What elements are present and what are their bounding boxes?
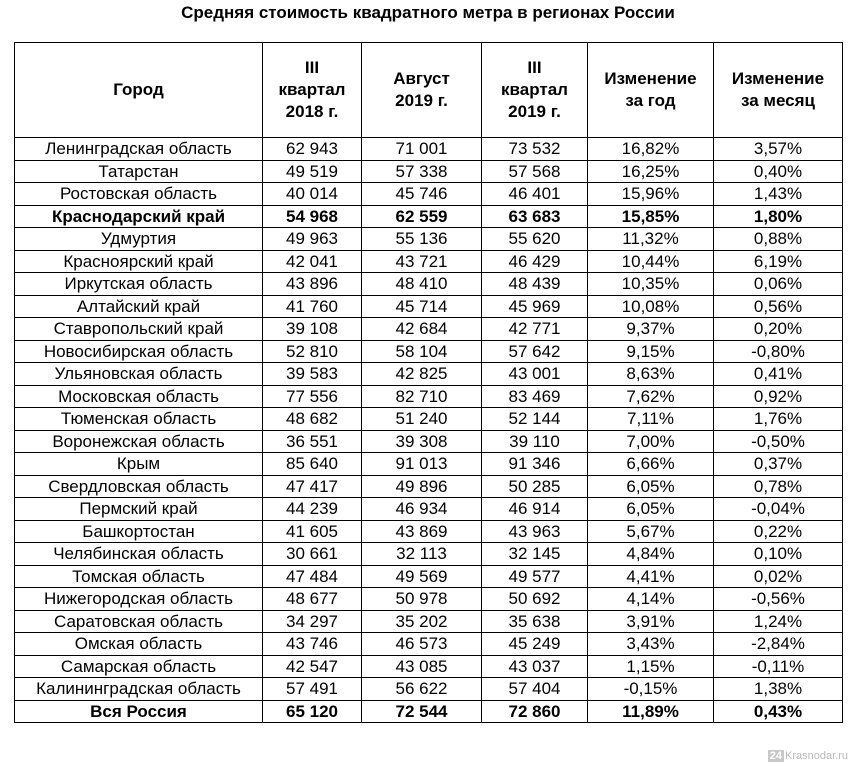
cell-q3-2019: 46 914 (482, 498, 588, 521)
cell-city: Саратовская область (15, 610, 263, 633)
cell-q3-2018: 39 583 (263, 363, 362, 386)
cell-change-year: 9,15% (588, 340, 714, 363)
cell-city: Воронежская область (15, 430, 263, 453)
cell-aug-2019: 49 896 (362, 475, 482, 498)
cell-q3-2018: 62 943 (263, 138, 362, 161)
cell-city: Московская область (15, 385, 263, 408)
cell-change-month: 0,56% (714, 295, 843, 318)
cell-change-month: 0,06% (714, 273, 843, 296)
cell-q3-2019: 57 642 (482, 340, 588, 363)
cell-change-year: 5,67% (588, 520, 714, 543)
cell-change-month: 0,40% (714, 160, 843, 183)
cell-aug-2019: 55 136 (362, 228, 482, 251)
table-row (15, 250, 843, 273)
cell-change-year: -0,15% (588, 678, 714, 701)
cell-aug-2019: 46 934 (362, 498, 482, 521)
cell-q3-2018: 42 547 (263, 655, 362, 678)
cell-change-month: -2,84% (714, 633, 843, 656)
cell-aug-2019: 45 714 (362, 295, 482, 318)
cell-q3-2018: 85 640 (263, 453, 362, 476)
watermark-badge: 24 (769, 750, 783, 762)
cell-q3-2018: 43 746 (263, 633, 362, 656)
cell-city: Красноярский край (15, 250, 263, 273)
cell-change-month: 0,78% (714, 475, 843, 498)
cell-change-year: 4,41% (588, 565, 714, 588)
cell-q3-2018: 44 239 (263, 498, 362, 521)
cell-change-month: 0,43% (714, 700, 843, 723)
cell-q3-2019: 35 638 (482, 610, 588, 633)
cell-city: Алтайский край (15, 295, 263, 318)
table-row (15, 588, 843, 611)
cell-q3-2019: 46 429 (482, 250, 588, 273)
price-table (14, 42, 843, 723)
cell-change-year: 3,43% (588, 633, 714, 656)
cell-q3-2019: 50 692 (482, 588, 588, 611)
cell-aug-2019: 43 085 (362, 655, 482, 678)
cell-q3-2018: 40 014 (263, 183, 362, 206)
cell-city: Самарская область (15, 655, 263, 678)
cell-change-month: 0,41% (714, 363, 843, 386)
cell-change-year: 3,91% (588, 610, 714, 633)
cell-change-month: 1,43% (714, 183, 843, 206)
cell-q3-2019: 46 401 (482, 183, 588, 206)
cell-city: Ульяновская область (15, 363, 263, 386)
cell-aug-2019: 45 746 (362, 183, 482, 206)
cell-aug-2019: 43 869 (362, 520, 482, 543)
table-row (15, 295, 843, 318)
cell-q3-2019: 73 532 (482, 138, 588, 161)
cell-city: Свердловская область (15, 475, 263, 498)
cell-aug-2019: 42 684 (362, 318, 482, 341)
cell-aug-2019: 42 825 (362, 363, 482, 386)
table-row (15, 700, 843, 723)
cell-change-year: 8,63% (588, 363, 714, 386)
table-row (15, 340, 843, 363)
table-row (15, 183, 843, 206)
cell-aug-2019: 35 202 (362, 610, 482, 633)
table-row (15, 475, 843, 498)
cell-q3-2019: 43 037 (482, 655, 588, 678)
watermark-site: Krasnodar.ru (785, 750, 848, 762)
cell-aug-2019: 62 559 (362, 205, 482, 228)
cell-q3-2019: 42 771 (482, 318, 588, 341)
cell-city: Иркутская область (15, 273, 263, 296)
cell-city: Калининградская область (15, 678, 263, 701)
cell-change-month: 1,24% (714, 610, 843, 633)
cell-change-year: 1,15% (588, 655, 714, 678)
cell-q3-2019: 55 620 (482, 228, 588, 251)
cell-change-year: 15,85% (588, 205, 714, 228)
cell-q3-2019: 39 110 (482, 430, 588, 453)
cell-q3-2018: 47 417 (263, 475, 362, 498)
cell-q3-2019: 83 469 (482, 385, 588, 408)
cell-city: Нижегородская область (15, 588, 263, 611)
table-row (15, 385, 843, 408)
table-row (15, 565, 843, 588)
cell-change-month: 0,10% (714, 543, 843, 566)
cell-city: Пермский край (15, 498, 263, 521)
page-title: Средняя стоимость квадратного метра в регионах России (181, 3, 675, 22)
cell-city: Омская область (15, 633, 263, 656)
cell-change-year: 10,44% (588, 250, 714, 273)
cell-aug-2019: 71 001 (362, 138, 482, 161)
cell-change-year: 6,05% (588, 475, 714, 498)
cell-q3-2019: 50 285 (482, 475, 588, 498)
cell-q3-2019: 91 346 (482, 453, 588, 476)
cell-q3-2018: 34 297 (263, 610, 362, 633)
cell-change-year: 7,62% (588, 385, 714, 408)
cell-change-month: 6,19% (714, 250, 843, 273)
cell-aug-2019: 43 721 (362, 250, 482, 273)
cell-change-year: 11,89% (588, 700, 714, 723)
cell-change-month: 1,38% (714, 678, 843, 701)
site-watermark (768, 750, 848, 762)
cell-city: Вся Россия (15, 700, 263, 723)
table-body (15, 138, 843, 723)
table-row (15, 430, 843, 453)
cell-aug-2019: 46 573 (362, 633, 482, 656)
cell-change-month: -0,11% (714, 655, 843, 678)
cell-aug-2019: 49 569 (362, 565, 482, 588)
table-row (15, 453, 843, 476)
cell-city: Ленинградская область (15, 138, 263, 161)
cell-change-year: 7,11% (588, 408, 714, 431)
table-row (15, 273, 843, 296)
cell-change-month: -0,56% (714, 588, 843, 611)
cell-change-month: 0,22% (714, 520, 843, 543)
cell-q3-2019: 45 969 (482, 295, 588, 318)
header-change-month: Изменение за месяц (714, 43, 843, 138)
cell-change-year: 11,32% (588, 228, 714, 251)
cell-change-year: 10,35% (588, 273, 714, 296)
cell-change-year: 6,05% (588, 498, 714, 521)
cell-aug-2019: 56 622 (362, 678, 482, 701)
cell-q3-2018: 77 556 (263, 385, 362, 408)
cell-q3-2018: 48 677 (263, 588, 362, 611)
cell-city: Крым (15, 453, 263, 476)
cell-change-month: 0,20% (714, 318, 843, 341)
cell-city: Ставропольский край (15, 318, 263, 341)
header-q3-2018: III квартал 2018 г. (263, 43, 362, 138)
cell-aug-2019: 91 013 (362, 453, 482, 476)
cell-q3-2018: 41 605 (263, 520, 362, 543)
cell-change-year: 4,84% (588, 543, 714, 566)
table-row (15, 363, 843, 386)
table-row (15, 633, 843, 656)
cell-aug-2019: 72 544 (362, 700, 482, 723)
table-row (15, 408, 843, 431)
table-row (15, 205, 843, 228)
cell-q3-2019: 52 144 (482, 408, 588, 431)
cell-q3-2019: 57 404 (482, 678, 588, 701)
cell-aug-2019: 82 710 (362, 385, 482, 408)
cell-change-year: 4,14% (588, 588, 714, 611)
cell-aug-2019: 48 410 (362, 273, 482, 296)
cell-city: Челябинская область (15, 543, 263, 566)
cell-change-year: 10,08% (588, 295, 714, 318)
table-row (15, 543, 843, 566)
cell-q3-2018: 48 682 (263, 408, 362, 431)
table-row (15, 228, 843, 251)
cell-q3-2018: 30 661 (263, 543, 362, 566)
cell-city: Ростовская область (15, 183, 263, 206)
cell-change-month: -0,04% (714, 498, 843, 521)
cell-q3-2018: 54 968 (263, 205, 362, 228)
cell-q3-2018: 65 120 (263, 700, 362, 723)
cell-change-month: -0,50% (714, 430, 843, 453)
cell-change-year: 7,00% (588, 430, 714, 453)
cell-q3-2018: 42 041 (263, 250, 362, 273)
cell-change-month: -0,80% (714, 340, 843, 363)
cell-city: Краснодарский край (15, 205, 263, 228)
cell-q3-2018: 49 963 (263, 228, 362, 251)
table-header-row (15, 43, 843, 138)
table-row (15, 318, 843, 341)
cell-change-month: 0,88% (714, 228, 843, 251)
cell-change-month: 0,02% (714, 565, 843, 588)
table-row (15, 160, 843, 183)
cell-aug-2019: 57 338 (362, 160, 482, 183)
cell-change-year: 16,25% (588, 160, 714, 183)
cell-city: Новосибирская область (15, 340, 263, 363)
cell-aug-2019: 51 240 (362, 408, 482, 431)
cell-change-month: 3,57% (714, 138, 843, 161)
cell-q3-2018: 36 551 (263, 430, 362, 453)
table-row (15, 498, 843, 521)
cell-q3-2018: 52 810 (263, 340, 362, 363)
header-aug-2019: Август 2019 г. (362, 43, 482, 138)
cell-q3-2019: 48 439 (482, 273, 588, 296)
cell-q3-2019: 63 683 (482, 205, 588, 228)
cell-aug-2019: 58 104 (362, 340, 482, 363)
table-row (15, 138, 843, 161)
cell-q3-2019: 45 249 (482, 633, 588, 656)
cell-q3-2018: 43 896 (263, 273, 362, 296)
cell-change-year: 15,96% (588, 183, 714, 206)
cell-change-month: 1,80% (714, 205, 843, 228)
cell-q3-2019: 57 568 (482, 160, 588, 183)
cell-change-month: 1,76% (714, 408, 843, 431)
cell-q3-2018: 47 484 (263, 565, 362, 588)
header-q3-2019: III квартал 2019 г. (482, 43, 588, 138)
header-city: Город (15, 43, 263, 138)
cell-change-year: 6,66% (588, 453, 714, 476)
cell-q3-2018: 57 491 (263, 678, 362, 701)
table-row (15, 678, 843, 701)
cell-change-year: 9,37% (588, 318, 714, 341)
cell-city: Удмуртия (15, 228, 263, 251)
cell-q3-2018: 41 760 (263, 295, 362, 318)
table-row (15, 520, 843, 543)
cell-city: Томская область (15, 565, 263, 588)
cell-aug-2019: 50 978 (362, 588, 482, 611)
cell-aug-2019: 32 113 (362, 543, 482, 566)
cell-aug-2019: 39 308 (362, 430, 482, 453)
cell-city: Башкортостан (15, 520, 263, 543)
cell-q3-2019: 32 145 (482, 543, 588, 566)
cell-q3-2018: 39 108 (263, 318, 362, 341)
cell-q3-2018: 49 519 (263, 160, 362, 183)
cell-change-year: 16,82% (588, 138, 714, 161)
cell-q3-2019: 49 577 (482, 565, 588, 588)
cell-city: Тюменская область (15, 408, 263, 431)
cell-q3-2019: 43 001 (482, 363, 588, 386)
cell-change-month: 0,92% (714, 385, 843, 408)
header-change-year: Изменение за год (588, 43, 714, 138)
cell-city: Татарстан (15, 160, 263, 183)
cell-change-month: 0,37% (714, 453, 843, 476)
table-row (15, 610, 843, 633)
table-row (15, 655, 843, 678)
cell-q3-2019: 72 860 (482, 700, 588, 723)
cell-q3-2019: 43 963 (482, 520, 588, 543)
